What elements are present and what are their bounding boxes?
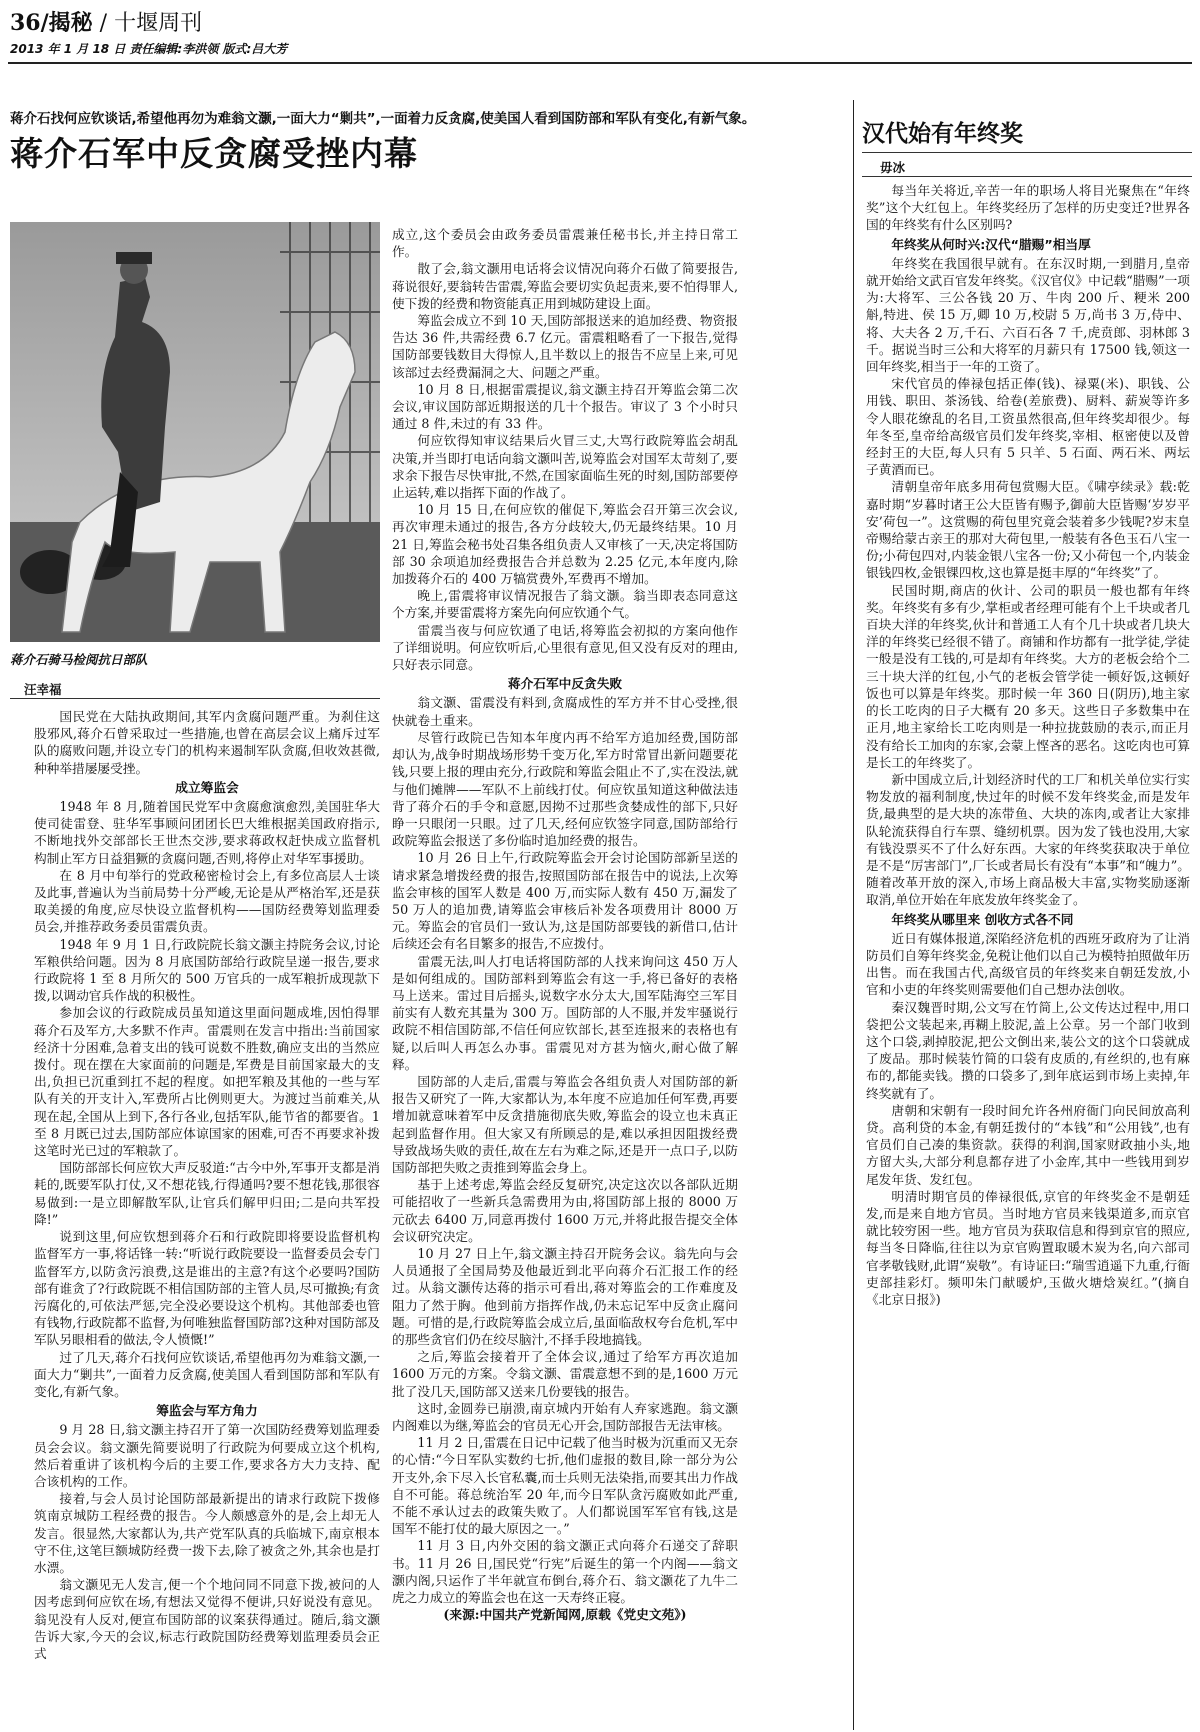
paragraph: 秦汉魏晋时期,公文写在竹简上,公文传达过程中,用口袋把公文装起来,再糊上胶泥,盖上公章。另一个部门收到这个口袋,剥掉胶泥,把公文倒出来,装公文的这个口袋就成了废品。那时候装竹简的口袋有皮质的,有丝织的,也有麻布的,都能卖钱。攒的口袋多了,到年底运到市场上卖掉,年终奖就有了。 — [866, 999, 1190, 1101]
paragraph: 10 月 27 日上午,翁文灏主持召开院务会议。翁先向与会人员通报了全国局势及他最近到北平向蒋介石汇报工作的经过。从翁文灏传达蒋的指示可看出,蒋对筹监会的工作难度及阻力了然于胸。他到前方指挥作战,仍未忘记军中反贪止腐问题。可惜的是,行政院筹监会成立后,虽面临敌权夸台危机,军中的那些贪官们仍在绞尽脑汁,不择手段地搞钱。 — [392, 1245, 738, 1347]
paragraph: 参加会议的行政院成员虽知道这里面问题成堆,因怕得罪蒋介石及军方,大多默不作声。雷震则在发言中指出:当前国家经济十分困难,急着支出的钱可说数不胜数,确应支出的当然应拨付。现在摆在大家面前的问题是,军费是目前国家最大的支出,负担已沉重到扛不起的程度。如把军粮及其他的一些与军队有关的开支计入,军费所占比例则更大。为渡过当前难关,从现在起,全国从上到下,各行各业,包括军队,能节省的都要省。1 至 8 月既已过去,国防部应体谅国家的困难,可否不再要求补拨这笔时光已过的军粮款了。 — [34, 1005, 380, 1159]
sidebar-byline-rule — [862, 176, 1192, 177]
header-rule — [8, 62, 1192, 64]
paragraph: 之后,筹监会接着开了全体会议,通过了给军方再次追加 1600 万元的方案。令翁文灏、雷震意想不到的是,1600 万元批了没几天,国防部又送来几份要钱的报告。 — [392, 1349, 738, 1399]
paragraph: 翁文灏、雷震没有料到,贪腐成性的军方并不甘心受挫,很快就卷土重来。 — [392, 695, 738, 728]
article-photo — [10, 222, 380, 642]
paragraph: 接着,与会人员讨论国防部最新提出的请求行政院下拨修筑南京城防工程经费的报告。今人颇感意外的是,会上却无人发言。很显然,大家都认为,共产党军队真的兵临城下,南京根本守不住,这笔巨额城防经费一拨下去,除了被贪之外,其余也是打水漂。 — [34, 1491, 380, 1575]
article-column-2 — [392, 226, 738, 1728]
sidebar-author: 毋冰 — [880, 160, 906, 175]
dateline: 2013 年 1 月 18 日 责任编辑:李洪领 版式:吕大芳 — [10, 42, 288, 56]
section-heading: 年终奖从何时兴:汉代“腊赐”相当厚 — [891, 236, 1091, 252]
article-source: (来源:中国共产党新闻网,原载《党史文苑》) — [443, 1607, 687, 1623]
paragraph: 11 月 3 日,内外交困的翁文灏正式向蒋介石递交了辞职书。11 月 26 日,国民党“行宪”后诞生的第一个内阁——翁文灏内阁,只运作了半年就宣布倒台,蒋介石、翁文灏花了九牛二虎之力成立的筹监会也在这一天寿终正寝。 — [392, 1538, 738, 1606]
paragraph: 成立,这个委员会由政务委员雷震兼任秘书长,并主持日常工作。 — [392, 227, 738, 260]
paragraph: 每当年关将近,辛苦一年的职场人将目光聚焦在“年终奖”这个大红包上。年终奖经历了怎样的历史变迁?世界各国的年终奖有什么区别吗? — [866, 183, 1190, 233]
paragraph: 新中国成立后,计划经济时代的工厂和机关单位实行实物发放的福利制度,快过年的时候不发年终奖金,而是发年货,最典型的是大块的冻带鱼、大块的冻肉,或者让大家排队轮流获得自行车票、缝纫机票。因为发了钱也没用,大家有钱没票买不了什么好东西。大家的年终奖获取决于单位是不是“厉害部门”,厂长或者局长有没有“本事”和“魄力”。随着改革开放的深入,市场上商品极大丰富,实物奖励逐渐取消,单位开始在年底发放年终奖金了。 — [866, 771, 1190, 908]
paragraph: 11 月 2 日,雷震在日记中记载了他当时极为沉重而又无奈的心情:“今日军队实数约七折,他们虚报的数目,除一部分为公开支外,余下尽入长官私囊,而士兵则无法染指,而要其出力作战自不可能。蒋总统治军 20 年,而今日军队贪污腐败如此严重,不能不承认过去的政策失败了。人们都说国军军官有钱,这是国军不能打仗的最大原因之一。” — [392, 1435, 738, 1537]
section-name: 揭秘 — [48, 10, 93, 36]
paragraph: 晚上,雷震将审议情况报告了翁文灏。翁当即表态同意这个方案,并要雷震将方案先向何应钦通个气。 — [392, 588, 738, 621]
paragraph: 国防部部长何应钦大声反驳道:“古今中外,军事开支都是消耗的,既要军队打仗,又不想花钱,行得通吗?要不想花钱,那很容易做到:一是立即解散军队,让官兵们解甲归田;二是向共军投降!” — [34, 1160, 380, 1227]
article-column-1 — [34, 708, 380, 1728]
paragraph: 散了会,翁文灏用电话将会议情况向蒋介石做了简要报告,蒋说很好,要翁转告雷震,筹监会要切实负起责来,要不怕得罪人,使下拨的经费和物资能真正用到城防建设上面。 — [392, 261, 738, 311]
article-deck: 蒋介石找何应钦谈话,希望他再勿为难翁文灏,一面大力“剿共”,一面着力反贪腐,使美国人看到国防部和军队有变化,有新气象。 — [10, 111, 756, 127]
paragraph: 10 月 26 日上午,行政院筹监会开会讨论国防部新呈送的请求紧急增拨经费的报告,按照国防部在报告中的说法,上次筹监会审核的国军人数是 400 万,而实际人数有 450 万,漏发了 50 万人的追加费,请筹监会审核后补发各项费用计 8000 万元。筹监会的官员们一致认为,这是国防部要钱的新借口,估计后续还会有名目繁多的报告,不应拨付。 — [392, 850, 738, 952]
paragraph: 雷震无法,叫人打电话将国防部的人找来询问这 450 万人是如何组成的。国防部料到筹监会有这一手,将已备好的表格马上送来。雷过目后摇头,说数字水分太大,国军陆海空三军目前实有人数充其量为 300 万。国防部的人不服,并发牢骚说行政院不相信国防部,不信任何应钦部长,甚至连报来的表格也有疑,以后叫人再怎么办事。雷震见对方甚为恼火,耐心做了解释。 — [392, 953, 738, 1072]
section-heading: 成立筹监会 — [175, 779, 239, 795]
sidebar-title-rule — [862, 152, 1192, 153]
paragraph: 基于上述考虑,筹监会经反复研究,决定这次以各部队近期可能招收了一些新兵急需费用为由,将国防部上报的 8000 万元砍去 6400 万,同意再拨付 1600 万元,并将此报告提交全体会议研究决定。 — [392, 1177, 738, 1244]
sidebar-column — [866, 182, 1190, 1728]
paragraph: 国防部的人走后,雷震与筹监会各组负责人对国防部的新报告又研究了一阵,大家都认为,本年度不应追加任何军费,再要增加就意味着军中反贪措施彻底失败,筹监会的设立也未真正起到监督作用。但大家又有所顾忌的是,难以承担因阻拨经费导致战场失败的责任,故在左右为难之际,还是开一点口子,以防国防部把失败之责推到筹监会身上。 — [392, 1073, 738, 1175]
paragraph: 宋代官员的俸禄包括正俸(钱)、禄粟(米)、职钱、公用钱、职田、茶汤钱、给卷(差旅费)、厨料、薪炭等许多令人眼花缭乱的名目,工资虽然很高,但年终奖却很少。每年冬至,皇帝给高级官员们发年终奖,宰相、枢密使以及曾经封王的大臣,每人只有 5 只羊、5 石面、两石米、两坛子黄酒而已。 — [866, 376, 1190, 478]
section-heading: 年终奖从哪里来 创收方式各不同 — [891, 911, 1074, 927]
paragraph: 翁文灏见无人发言,便一个个地问同不同意下拨,被问的人因考虑到何应钦在场,有想法又觉得不便讲,只好说没有意见。翁见没有人反对,便宣布国防部的议案获得通过。随后,翁文灏告诉大家,今天的会议,标志行政院国防经费筹划监理委员会正式 — [34, 1577, 380, 1661]
paragraph: 雷震当夜与何应钦通了电话,将筹监会初拟的方案向他作了详细说明。何应钦听后,心里很有意见,但又没有反对的理由,只好表示同意。 — [392, 622, 738, 673]
masthead-separator: / — [99, 11, 108, 36]
photo-caption: 蒋介石骑马检阅抗日部队 — [10, 652, 148, 667]
paragraph: 这时,金圆券已崩溃,南京城内开始有人弃家逃跑。翁文灏内阁难以为继,筹监会的官员无心开会,国防部报告无法审核。 — [392, 1400, 738, 1434]
sidebar-title: 汉代始有年终奖 — [862, 120, 1023, 147]
paper-name: 十堰周刊 — [114, 11, 203, 36]
paragraph: 民国时期,商店的伙计、公司的职员一般也都有年终奖。年终奖有多有少,掌柜或者经理可能有个上千块或者几百块大洋的年终奖,伙计和普通工人有个几十块或者几块大洋的年终奖已经很不错了。商铺和作坊都有一批学徒,学徒一般是没有工钱的,可是却有年终奖。大方的老板会给个二三十块大洋的红包,小气的老板会管学徒一顿好饭,这顿好饭也可以算是年终奖。那时候一年 360 日(阴历),地主家的长工吃肉的日子大概有 20 多天。这些日子多数集中在正月,地主家给长工吃肉则是一种拉拢鼓励的表示,而正月没有给长工加肉的东家,会蒙上悭吝的恶名。这吃肉也可算是长工的年终奖了。 — [866, 582, 1190, 770]
section-heading: 蒋介石军中反贪失败 — [507, 676, 623, 692]
paragraph: 1948 年 9 月 1 日,行政院院长翁文灏主持院务会议,讨论军粮供给问题。因为 8 月底国防部给行政院呈递一报告,要求行政院将 1 至 8 月所欠的 500 万官兵的一成军粮折成现款下拨,以调动官兵作战的积极性。 — [34, 936, 380, 1004]
paragraph: 筹监会成立不到 10 天,国防部报送来的追加经费、物资报告达 36 件,共需经费 6.7 亿元。雷震粗略看了一下报告,觉得国防部要钱数目大得惊人,且半数以上的报告不应呈上来,可见该部过去经费漏洞之大、问题之严重。 — [392, 313, 738, 380]
paragraph: 10 月 8 日,根据雷震提议,翁文灏主持召开筹监会第二次会议,审议国防部近期报送的几十个报告。审议了 3 个小时只通过 8 件,未过的有 33 件。 — [392, 381, 738, 432]
masthead — [10, 6, 202, 37]
paragraph: 国民党在大陆执政期间,其军内贪腐问题严重。为刹住这股邪风,蒋介石曾采取过一些措施,也曾在高层会议上痛斥过军队的腐败问题,并设立专门的机构来遏制军队贪腐,但收效甚微,种种举措屡屡受挫。 — [34, 709, 380, 776]
article-headline: 蒋介石军中反贪腐受挫内幕 — [10, 134, 418, 173]
paragraph: 何应钦得知审议结果后火冒三丈,大骂行政院筹监会胡乱决策,并当即打电话向翁文灏叫苦,说筹监会对国军太苛刻了,要求余下报告尽快审批,不然,在国家面临生死的时刻,国防部要停止运转,难以指挥下面的作战了。 — [392, 433, 738, 501]
paragraph: 1948 年 8 月,随着国民党军中贪腐愈演愈烈,美国驻华大使司徒雷登、驻华军事顾问团团长巴大维根据美国政府指示,不断地找外交部部长王世杰交涉,要求蒋政权赶快成立监督机构制止军方日益猖獗的贪腐问题,否则,将停止对华军事援助。 — [34, 799, 380, 866]
section-heading: 筹监会与军方角力 — [156, 1403, 258, 1419]
paragraph: 说到这里,何应钦想到蒋介石和行政院即将要设监督机构监督军方一事,将话锋一转:“听说行政院要设一监督委员会专门监督军方,以防贪污浪费,这是谁出的主意?有这个必要吗?国防部有谁贪了?行政院既不相信国防部的主管人员,尽可撤换;有贪污腐化的,可依法严惩,完全没必要设这个机构。其他部委也管有钱物,行政院都不监督,为何唯独监督国防部?这种对国防部及军队另眼相看的做法,令人愤慨!” — [34, 1229, 380, 1348]
paragraph: 年终奖在我国很早就有。在东汉时期,一到腊月,皇帝就开始给文武百官发年终奖。《汉官仪》中记载“腊赐”一项为:大将军、三公各钱 20 万、牛肉 200 斤、粳米 200 斛,特进、侯 15 万,卿 10 万,校尉 5 万,尚书 3 万,侍中、将、大夫各 2 万,千石、六百石各 7 千,虎贲郎、羽林郎 3 千。据说当时三公和大将军的月薪只有 17500 钱,领这一回年终奖,相当于一年的工资了。 — [866, 255, 1190, 375]
page-number: 36/ — [10, 10, 49, 36]
paragraph: 10 月 15 日,在何应钦的催促下,筹监会召开第三次会议,再次审理未通过的报告,各方分歧较大,仍无最终结果。10 月 21 日,筹监会秘书处召集各组负责人又审核了一天,决定将国防部 30 余项追加经费报告合并总数为 2.25 亿元,本年度内,除加拨蒋介石的 400 万犒赏费外,军费再不增加。 — [392, 502, 738, 587]
byline-rule — [10, 698, 380, 699]
paragraph: 明清时期官员的俸禄很低,京官的年终奖金不是朝廷发,而是来自地方官员。当时地方官员来钱渠道多,而京官就比较穷困一些。地方官员为获取信息和得到京官的照应,每当冬日降临,往往以为京官购置取暖木炭为名,向六部司官孝敬钱财,此谓“炭敬”。有诗证曰:“瑞雪逍遥下九重,行衙吏部挂彩灯。频叩朱门献暖炉,玉做火塘焓炭红。”(摘自《北京日报》) — [866, 1188, 1190, 1307]
paragraph: 唐朝和宋朝有一段时间允许各州府衙门向民间放高利贷。高利贷的本金,有朝廷拨付的“本钱”和“公用钱”,也有官员们自己凑的集资款。获得的利润,国家财政抽小头,地方留大头,大部分利息都存进了小金库,其中一些钱用到岁尾发年货、发红包。 — [866, 1102, 1190, 1187]
paragraph: 清朝皇帝年底多用荷包赏赐大臣。《啸亭续录》载:乾嘉时期“岁暮时诸王公大臣皆有赐予,御前大臣皆赐‘岁岁平安’荷包一”。这赏赐的荷包里究竟会装着多少钱呢?岁末皇帝赐给蒙古亲王的那对大荷包里,一般装有各色玉石八宝一份;小荷包四对,内装金银八宝各一份;又小荷包一个,内装金银钱四枚,金银锞四枚,这也算是挺丰厚的“年终奖”了。 — [866, 479, 1190, 581]
paragraph: 近日有媒体报道,深陷经济危机的西班牙政府为了让消防员们自筹年终奖金,免税让他们以自己为模特拍照做年历出售。而在我国古代,高级官员的年终奖来自朝廷发放,小官和小吏的年终奖则需要他们自己想办法创收。 — [866, 930, 1190, 998]
paragraph: 在 8 月中旬举行的党政秘密检讨会上,有多位高层人士谈及此事,普遍认为当前局势十分严峻,无论是从严格治军,还是获取美援的角度,应尽快设立监督机构——国防经费筹划监理委员会,并推荐政务委员雷震负责。 — [34, 867, 380, 935]
column-divider — [853, 100, 854, 1730]
paragraph: 尽管行政院已告知本年度内再不给军方追加经费,国防部却认为,战争时期战场形势千变万化,军方时常冒出新问题要花钱,只要上报的理由充分,行政院和筹监会阻止不了,实在没法,就与他们摊牌——军队不上前线打仗。何应钦虽知道这种做法违背了蒋介石的手令和意愿,因拗不过那些贪婪成性的部下,只好睁一只眼闭一只眼。过了几天,经何应钦签字同意,国防部给行政院筹监会报送了多份临时追加经费的报告。 — [392, 729, 738, 849]
article-author: 汪幸福 — [24, 682, 62, 697]
paragraph: 过了几天,蒋介石找何应钦谈话,希望他再勿为难翁文灏,一面大力“剿共”,一面着力反贪腐,使美国人看到国防部和军队有变化,有新气象。 — [34, 1349, 380, 1399]
paragraph: 9 月 28 日,翁文灏主持召开了第一次国防经费筹划监理委员会会议。翁文灏先简要说明了行政院为何要成立这个机构,然后着重讲了该机构今后的主要工作,要求各方大力支持、配合该机构的工作。 — [34, 1422, 380, 1489]
